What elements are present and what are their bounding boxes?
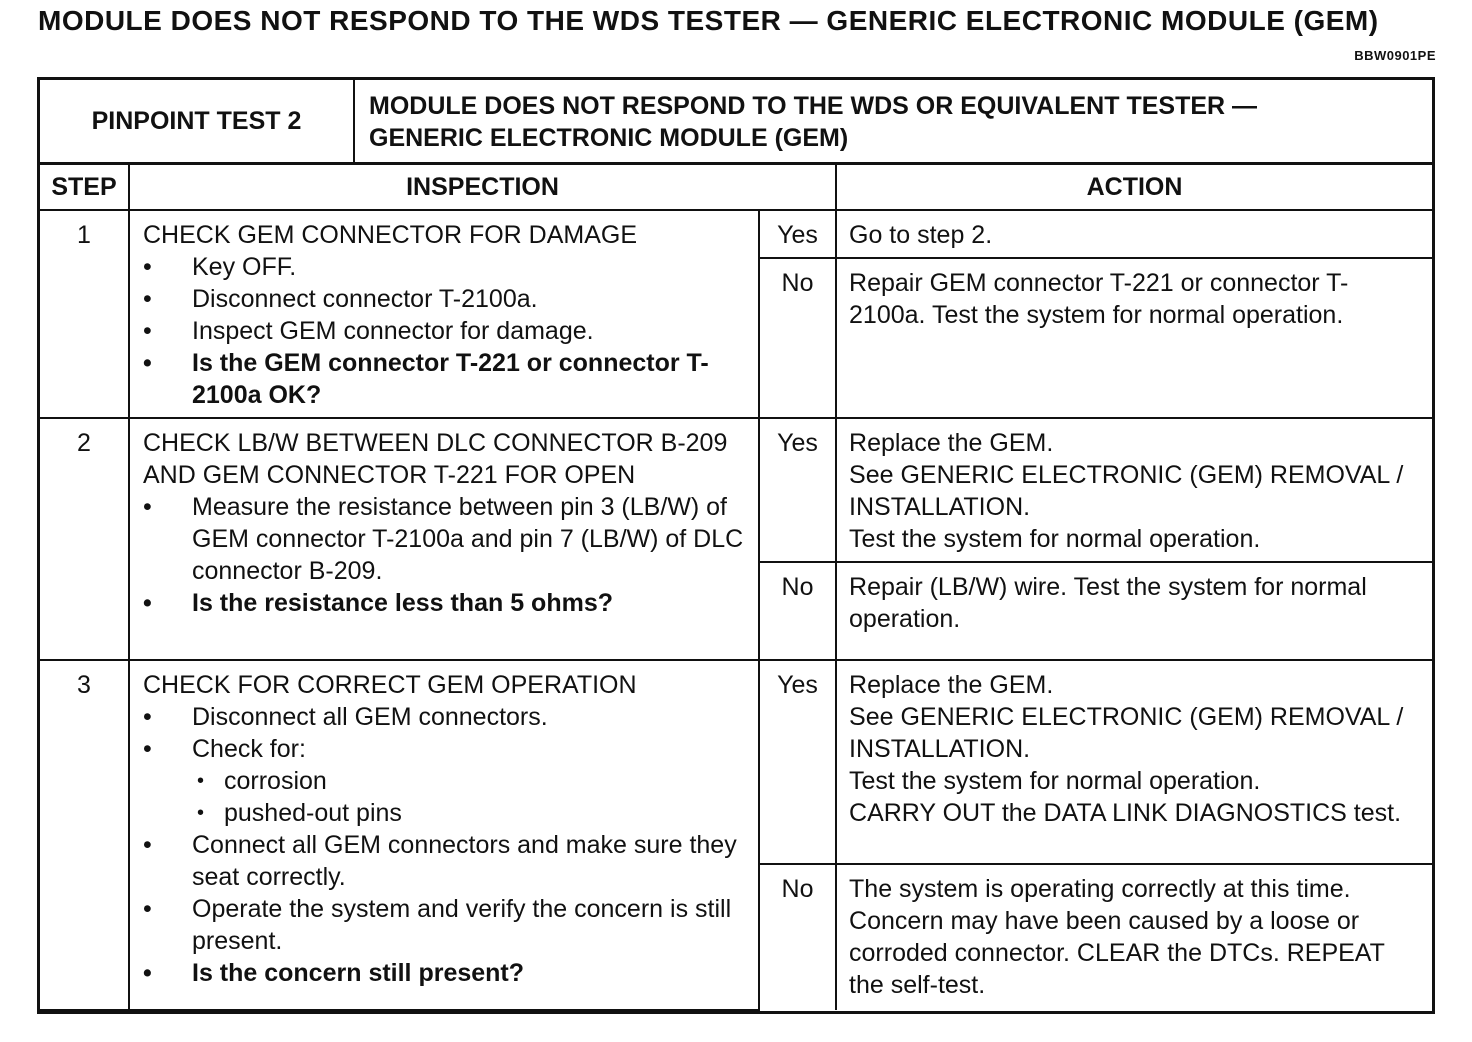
yes-action	[836, 210, 1432, 258]
no-action	[836, 562, 1432, 660]
list-item: • Disconnect connector T-2100a.	[143, 283, 746, 315]
no-label: No	[759, 258, 836, 418]
list-item: • Measure the resistance between pin 3 (LB/W) of GEM connector T-2100a and pin 7 (LB/W) of DLC connector B-209.	[143, 491, 746, 587]
bullet-list	[143, 491, 746, 619]
no-label: No	[759, 562, 836, 660]
no-label: No	[759, 864, 836, 1010]
list-item	[143, 733, 746, 829]
step-inspection	[129, 210, 759, 418]
no-action	[836, 258, 1432, 418]
action-text: Replace the GEM.	[849, 429, 1054, 457]
yes-action	[836, 418, 1432, 562]
action-text: Go to step 2.	[849, 221, 993, 249]
step-inspection	[129, 660, 759, 1010]
yes-label: Yes	[759, 418, 836, 562]
table-header-row	[40, 165, 1432, 210]
list-item-text: Check for:	[192, 735, 306, 763]
action-text: The system is operating correctly at this time. Concern may have been caused by a loose or corroded connector. CLEAR the DTCs. REPEAT the self-test.	[849, 875, 1385, 999]
list-item: • Key OFF.	[143, 251, 746, 283]
action-text: See GENERIC ELECTRONIC (GEM) REMOVAL / INSTALLATION.	[849, 461, 1404, 521]
bullet-list	[143, 701, 746, 989]
reference-code: BBW0901PE	[1354, 48, 1436, 63]
action-text: Repair GEM connector T-221 or connector T-2100a. Test the system for normal operation.	[849, 269, 1349, 329]
pinpoint-header	[40, 80, 1432, 165]
pinpoint-label: PINPOINT TEST 2	[40, 80, 355, 162]
column-header-step: STEP	[40, 165, 129, 210]
yes-label: Yes	[759, 210, 836, 258]
step-heading: CHECK FOR CORRECT GEM OPERATION	[143, 671, 637, 699]
table-row	[40, 660, 1432, 864]
document-title: MODULE DOES NOT RESPOND TO THE WDS TESTER — GENERIC ELECTRONIC MODULE (GEM)	[38, 5, 1379, 36]
table-row	[40, 210, 1432, 258]
action-text: CARRY OUT the DATA LINK DIAGNOSTICS test.	[849, 799, 1402, 827]
action-text: See GENERIC ELECTRONIC (GEM) REMOVAL / INSTALLATION.	[849, 703, 1404, 763]
action-text: Replace the GEM.	[849, 671, 1054, 699]
pinpoint-title	[355, 80, 1432, 162]
list-item: • Inspect GEM connector for damage.	[143, 315, 746, 347]
pinpoint-title-line-2: GENERIC ELECTRONIC MODULE (GEM)	[369, 124, 849, 152]
sub-list-item: • pushed-out pins	[192, 797, 746, 829]
no-action	[836, 864, 1432, 1010]
step-question: • Is the concern still present?	[143, 957, 746, 989]
step-heading: CHECK GEM CONNECTOR FOR DAMAGE	[143, 221, 638, 249]
sub-bullet-list	[192, 765, 746, 829]
action-text: Test the system for normal operation.	[849, 525, 1261, 553]
list-item: • Operate the system and verify the concern is still present.	[143, 893, 746, 957]
column-header-inspection: INSPECTION	[129, 165, 836, 210]
step-question: • Is the GEM connector T-221 or connector T-2100a OK?	[143, 347, 746, 411]
table-row	[40, 418, 1432, 562]
action-text: Test the system for normal operation.	[849, 767, 1261, 795]
step-number: 2	[40, 418, 129, 660]
column-header-action: ACTION	[836, 165, 1432, 210]
list-item: • Disconnect all GEM connectors.	[143, 701, 746, 733]
pinpoint-test-frame	[37, 77, 1435, 1014]
diagnostic-table	[40, 165, 1432, 1011]
yes-label: Yes	[759, 660, 836, 864]
step-number: 3	[40, 660, 129, 1010]
bullet-list	[143, 251, 746, 411]
step-inspection	[129, 418, 759, 660]
sub-list-item: • corrosion	[192, 765, 746, 797]
step-question: • Is the resistance less than 5 ohms?	[143, 587, 746, 619]
step-heading: CHECK LB/W BETWEEN DLC CONNECTOR B-209 AND GEM CONNECTOR T-221 FOR OPEN	[143, 429, 728, 489]
step-number: 1	[40, 210, 129, 418]
list-item: • Connect all GEM connectors and make sure they seat correctly.	[143, 829, 746, 893]
action-text: Repair (LB/W) wire. Test the system for normal operation.	[849, 573, 1367, 633]
pinpoint-title-line-1: MODULE DOES NOT RESPOND TO THE WDS OR EQUIVALENT TESTER —	[369, 92, 1258, 120]
yes-action	[836, 660, 1432, 864]
